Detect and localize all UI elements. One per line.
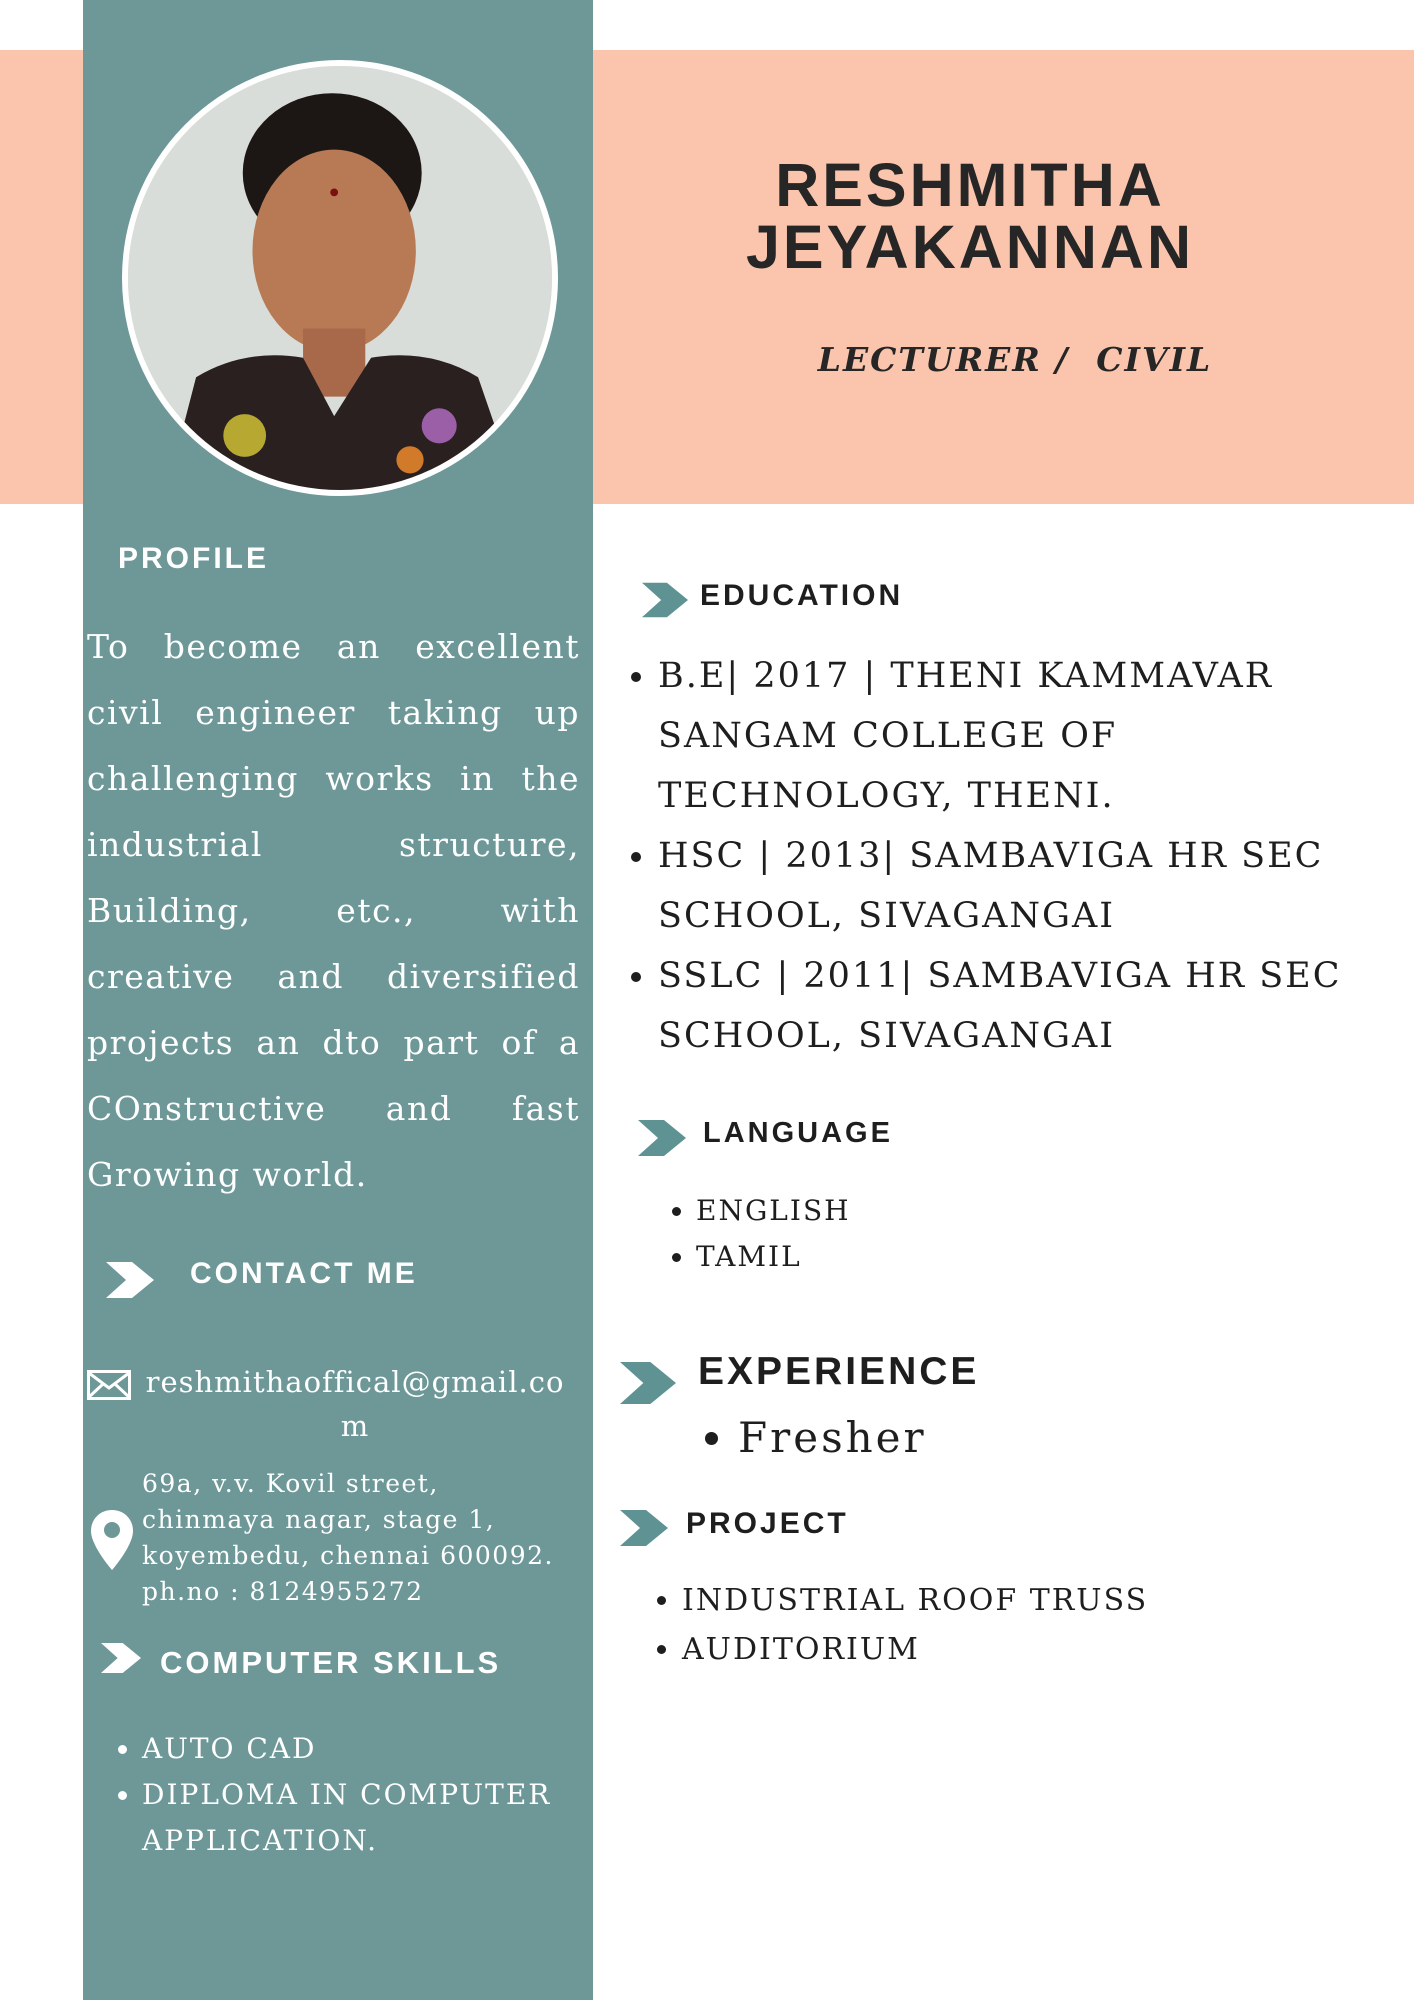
- list-item: • HSC | 2013| SAMBAVIGA HR SEC SCHOOL, SIVAGANGAI: [658, 826, 1414, 946]
- profile-photo: [122, 60, 558, 496]
- location-pin-icon: [91, 1510, 133, 1574]
- chevron-right-icon: [638, 1120, 686, 1156]
- education-list: [610, 646, 1414, 1066]
- contact-heading: CONTACT ME: [190, 1257, 418, 1290]
- job-title: LECTURER / CIVIL: [817, 340, 1213, 379]
- education-heading: EDUCATION: [700, 579, 904, 612]
- name-line-1: RESHMITHA: [775, 151, 1165, 219]
- language-heading: LANGUAGE: [703, 1117, 893, 1149]
- list-item: • TAMIL: [696, 1234, 851, 1280]
- list-item: • SSLC | 2011| SAMBAVIGA HR SEC SCHOOL, SIVAGANGAI: [658, 946, 1414, 1066]
- list-item: • AUDITORIUM: [682, 1625, 1148, 1674]
- name-line-2: JEYAKANNAN: [745, 213, 1195, 281]
- computer-skills-list: [110, 1726, 602, 1864]
- list-item: • ENGLISH: [696, 1188, 851, 1234]
- chevron-right-icon: [620, 1360, 676, 1406]
- address-line: 69a, v.v. Kovil street,: [142, 1469, 439, 1498]
- profile-heading: PROFILE: [118, 542, 270, 575]
- experience-list: [690, 1410, 927, 1466]
- profile-text: To become an excellent civil engineer taking up challenging works in the industrial structure, Building, etc., with creative and diversified projects an dto part of a COnstructive and fast Growing world.: [87, 627, 580, 1194]
- chevron-right-icon: [620, 1510, 668, 1546]
- address-line: koyembedu, chennai 600092.: [142, 1541, 554, 1570]
- phone-number: ph.no : 8124955272: [142, 1577, 424, 1606]
- list-item: • INDUSTRIAL ROOF TRUSS: [682, 1576, 1148, 1625]
- list-item: • AUTO CAD: [142, 1726, 602, 1772]
- project-heading: PROJECT: [686, 1507, 849, 1540]
- chevron-right-icon: [106, 1262, 154, 1298]
- computer-skills-heading: COMPUTER SKILLS: [160, 1645, 502, 1680]
- address-block: [142, 1466, 582, 1610]
- project-list: [650, 1576, 1148, 1674]
- experience-heading: EXPERIENCE: [698, 1350, 980, 1393]
- address-line: chinmaya nagar, stage 1,: [142, 1505, 496, 1534]
- chevron-right-icon: [642, 582, 688, 618]
- chevron-right-icon: [101, 1641, 141, 1675]
- language-list: [664, 1188, 851, 1280]
- list-item: • DIPLOMA IN COMPUTER APPLICATION.: [142, 1772, 602, 1864]
- email-text: reshmithaoffical@gmail.com: [145, 1365, 565, 1443]
- list-item: • B.E| 2017 | THENI KAMMAVAR SANGAM COLLEGE OF TECHNOLOGY, THENI.: [658, 646, 1414, 826]
- candidate-name: [620, 151, 1320, 281]
- envelope-icon: [87, 1370, 131, 1404]
- list-item: • Fresher: [738, 1410, 927, 1466]
